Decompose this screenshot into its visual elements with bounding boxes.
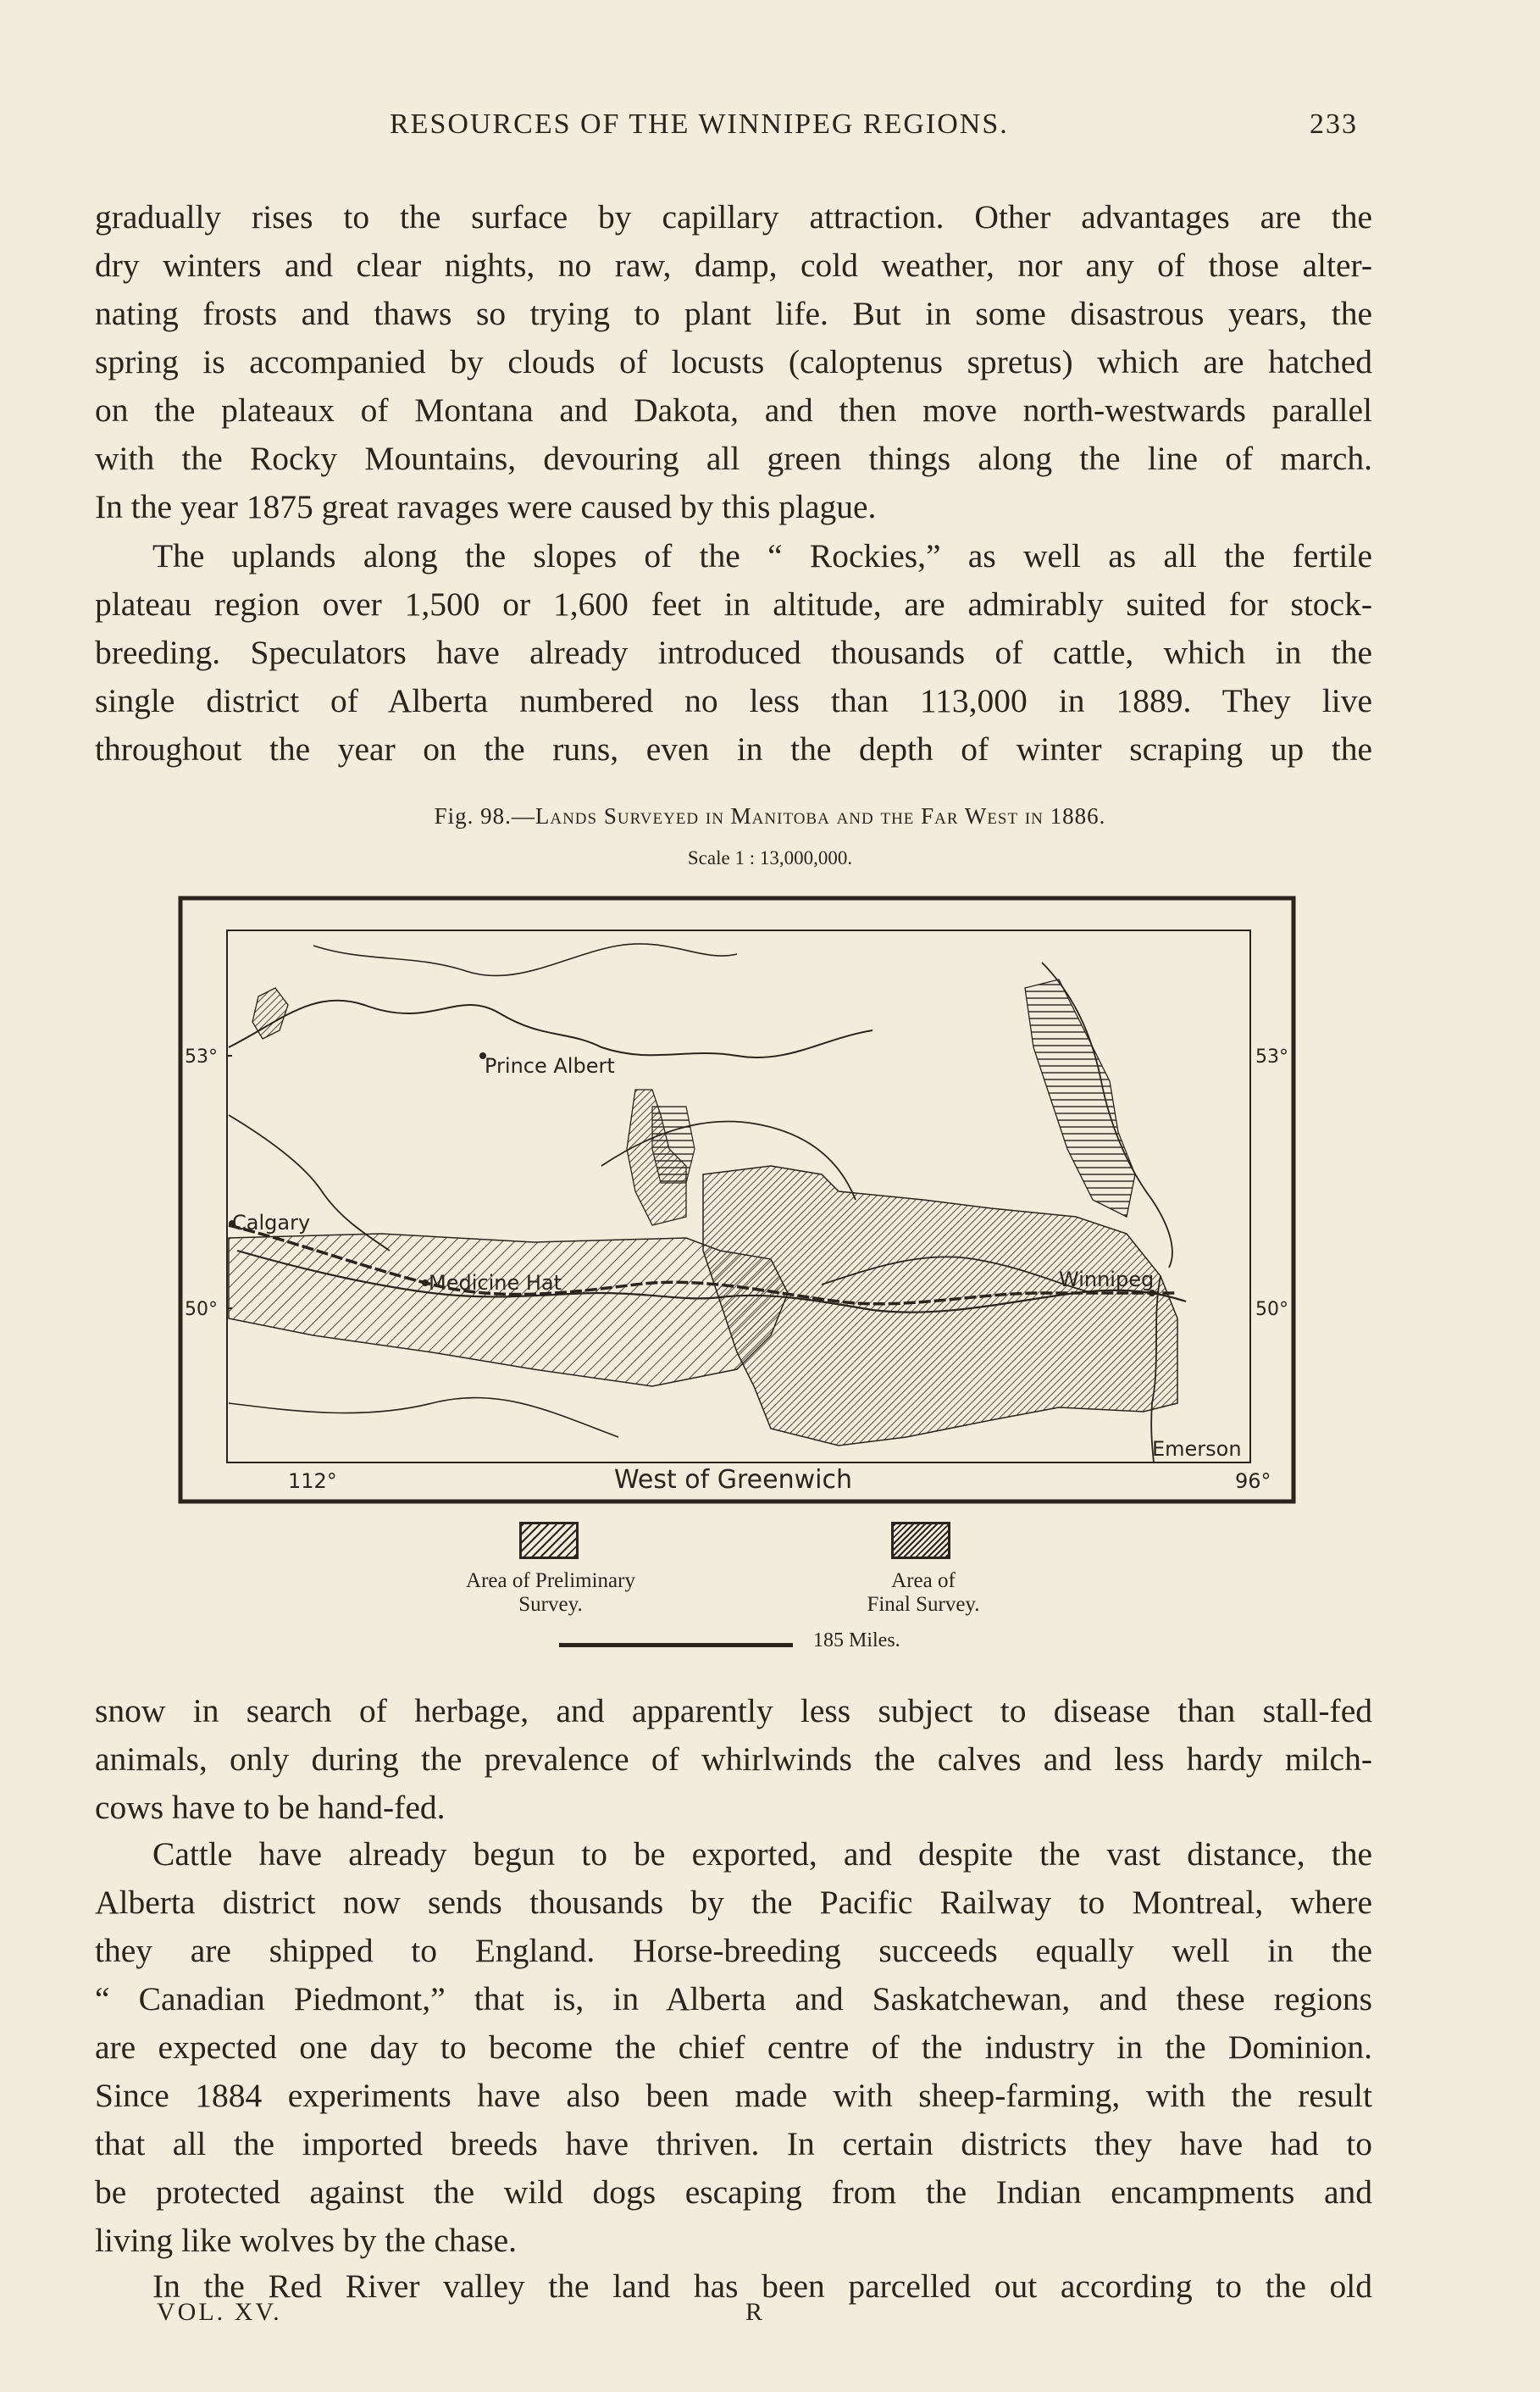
text-line: snow in search of herbage, and apparently less subject to disease than stall-fed <box>95 1692 1372 1729</box>
churchill-river <box>313 944 737 976</box>
text-line: “ Canadian Piedmont,” that is, in Alberta and Saskatchewan, and these regions <box>95 1980 1372 2017</box>
text-line: are expected one day to become the chief centre of the industry in the Dominion. <box>95 2028 1372 2066</box>
text-line: cows have to be hand-fed. <box>95 1789 446 1826</box>
label-medicine-hat: Medicine Hat <box>429 1271 562 1295</box>
legend-final-label <box>796 1569 1050 1617</box>
long-east-label: 96° <box>1235 1469 1271 1493</box>
legend-preliminary-label <box>424 1569 678 1617</box>
text-line: single district of Alberta numbered no less than 113,000 in 1889. They live <box>95 682 1372 719</box>
text-line: spring is accompanied by clouds of locusts (caloptenus spretus) which are hatched <box>95 343 1372 380</box>
text-line: on the plateaux of Montana and Dakota, and then move north-westwards parallel <box>95 391 1372 429</box>
text-line: throughout the year on the runs, even in the depth of winter scraping up the <box>95 730 1372 768</box>
lat-50-right: 50° <box>1255 1299 1288 1320</box>
text-line: breeding. Speculators have already introduced thousands of cattle, which in the <box>95 634 1372 671</box>
legend-preliminary-line: Survey. <box>518 1593 583 1616</box>
text-line: Alberta district now sends thousands by the Pacific Railway to Montreal, where <box>95 1884 1372 1921</box>
label-prince-albert: Prince Albert <box>485 1054 615 1078</box>
footer-signature: R <box>745 2298 763 2326</box>
southern-river <box>229 1398 618 1437</box>
legend-final-line: Area of <box>891 1569 956 1592</box>
text-line: they are shipped to England. Horse-breeding succeeds equally well in the <box>95 1932 1372 1969</box>
final-survey-area <box>703 1166 1177 1446</box>
lat-50-left: 50° <box>185 1299 218 1320</box>
label-winnipeg: Winnipeg <box>1059 1268 1155 1291</box>
text-line: Since 1884 experiments have also been made with sheep-farming, with the result <box>95 2077 1372 2114</box>
legend-preliminary-swatch <box>519 1522 579 1559</box>
text-line: In the Red River valley the land has been parcelled out according to the old <box>152 2267 1372 2305</box>
text-line: living like wolves by the chase. <box>95 2222 518 2259</box>
scale-bar <box>559 1643 793 1647</box>
scale-bar-label: 185 Miles. <box>813 1629 900 1651</box>
text-line: The uplands along the slopes of the “ Rockies,” as well as all the fertile <box>152 537 1372 574</box>
label-emerson: Emerson <box>1152 1437 1242 1461</box>
legend-final-line: Final Survey. <box>867 1593 980 1616</box>
text-line: that all the imported breeds have thriven. In certain districts they have had to <box>95 2125 1372 2162</box>
footer-volume: VOL. XV. <box>157 2298 282 2326</box>
text-line: nating frosts and thaws so trying to plant life. But in some disastrous years, the <box>95 295 1372 332</box>
lat-53-left: 53° <box>185 1046 218 1068</box>
legend-final-swatch <box>891 1522 950 1559</box>
text-line: be protected against the wild dogs escaping from the Indian encampments and <box>95 2173 1372 2211</box>
text-line: plateau region over 1,500 or 1,600 feet in altitude, are admirably suited for stock- <box>95 586 1372 623</box>
text-line: with the Rocky Mountains, devouring all green things along the line of march. <box>95 440 1372 477</box>
text-line: animals, only during the prevalence of whirlwinds the calves and less hardy milch- <box>95 1740 1372 1778</box>
long-west-label: 112° <box>288 1469 337 1493</box>
north-saskatchewan-river <box>229 1001 872 1057</box>
page-number: 233 <box>1310 108 1358 140</box>
text-line: In the year 1875 great ravages were caused by this plague. <box>95 488 877 525</box>
medicine-hat-marker <box>422 1279 429 1286</box>
preliminary-survey-area <box>229 1234 788 1386</box>
text-line: dry winters and clear nights, no raw, damp, cold weather, nor any of those alter- <box>95 247 1372 284</box>
horizontal-hatch-area-small <box>652 1107 695 1183</box>
figure-caption <box>0 803 1540 830</box>
running-head-title: RESOURCES OF THE WINNIPEG REGIONS. <box>390 108 1009 140</box>
figure-scale: Scale 1 : 13,000,000. <box>687 847 853 869</box>
legend-preliminary-line: Area of Preliminary <box>466 1569 635 1592</box>
figure-number: Fig. 98.— <box>434 803 535 829</box>
meridian-label: West of Greenwich <box>614 1465 852 1495</box>
survey-map <box>178 895 1296 1505</box>
figure-title: Lands Surveyed in Manitoba and the Far West in 1886. <box>535 803 1106 829</box>
lat-53-right: 53° <box>1255 1046 1288 1068</box>
text-line: Cattle have already begun to be exported, and despite the vast distance, the <box>152 1835 1372 1873</box>
label-calgary: Calgary <box>232 1211 311 1235</box>
text-line: gradually rises to the surface by capillary attraction. Other advantages are the <box>95 198 1372 236</box>
